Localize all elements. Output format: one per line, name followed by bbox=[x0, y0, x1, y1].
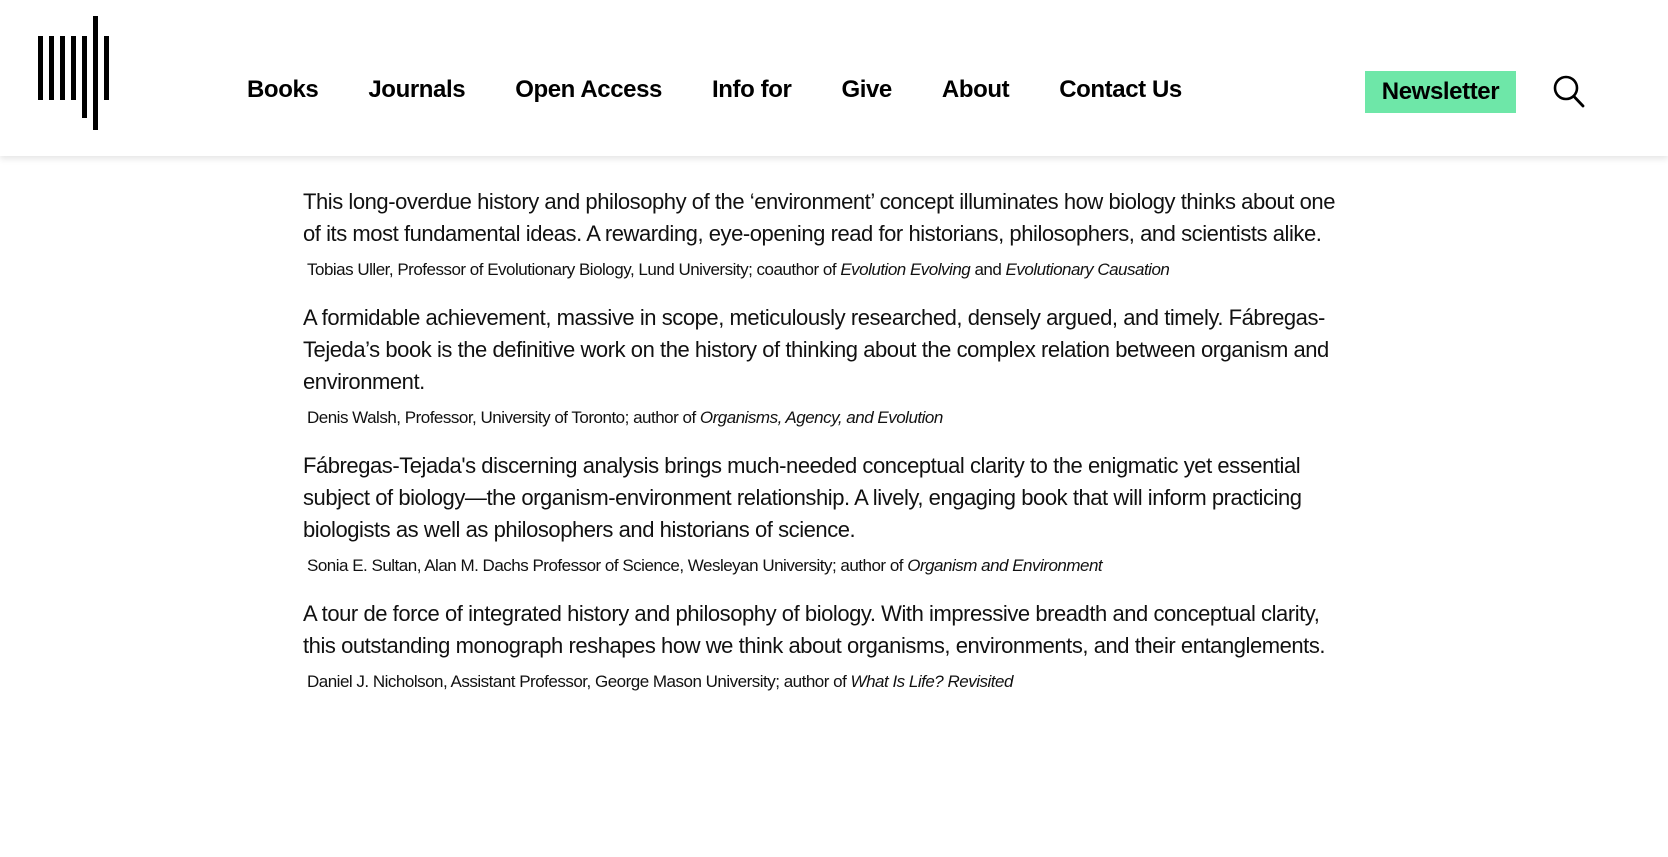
site-header bbox=[0, 0, 1668, 156]
main-nav bbox=[247, 76, 1232, 104]
attribution-text: Daniel J. Nicholson, Assistant Professor, George Mason University; author of bbox=[307, 672, 851, 691]
nav-about[interactable]: About bbox=[941, 76, 1010, 103]
quote-item bbox=[303, 186, 1343, 281]
work-title: Evolution Evolving bbox=[840, 260, 971, 279]
mit-press-logo[interactable] bbox=[38, 16, 112, 130]
nav-books[interactable]: Books bbox=[247, 76, 319, 103]
work-title: Organism and Environment bbox=[907, 556, 1103, 575]
praise-quotes bbox=[303, 186, 1343, 714]
newsletter-button[interactable]: Newsletter bbox=[1365, 71, 1516, 113]
quote-text: A formidable achievement, massive in scope, meticulously researched, densely argued, and timely. Fábregas-Tejeda’s book is the definitive work on the history of thinking about the complex relation between organism and environment. bbox=[303, 305, 1329, 394]
attribution-text: Sonia E. Sultan, Alan M. Dachs Professor of Science, Wesleyan University; author of bbox=[307, 556, 908, 575]
nav-open-access[interactable]: Open Access bbox=[515, 76, 662, 103]
nav-info-for[interactable]: Info for bbox=[712, 76, 792, 103]
nav-contact-us[interactable]: Contact Us bbox=[1059, 76, 1182, 103]
quote-attribution bbox=[303, 407, 1343, 429]
work-title: What Is Life? Revisited bbox=[850, 672, 1013, 691]
quote-text: Fábregas-Tejada's discerning analysis brings much-needed conceptual clarity to the enigmatic yet essential subject of biology—the organism-environment relationship. A lively, engaging book that will inform practicing biologists as well as philosophers and historians of science. bbox=[303, 453, 1302, 542]
nav-journals[interactable]: Journals bbox=[368, 76, 466, 103]
quote-attribution bbox=[303, 555, 1343, 577]
search-button[interactable] bbox=[1552, 74, 1586, 110]
quote-item bbox=[303, 450, 1343, 577]
attribution-text: Denis Walsh, Professor, University of Toronto; author of bbox=[307, 408, 700, 427]
logo-icon bbox=[38, 16, 112, 130]
quote-text: This long-overdue history and philosophy of the ‘environment’ concept illuminates how biology thinks about one of its most fundamental ideas. A rewarding, eye-opening read for historians, philosophers, and scientists alike. bbox=[303, 189, 1335, 246]
work-title: Organisms, Agency, and Evolution bbox=[699, 408, 943, 427]
work-title: Evolutionary Causation bbox=[1005, 260, 1170, 279]
nav-give[interactable]: Give bbox=[841, 76, 892, 103]
attribution-joiner: and bbox=[970, 260, 1006, 279]
attribution-text: Tobias Uller, Professor of Evolutionary Biology, Lund University; coauthor of bbox=[307, 260, 841, 279]
quote-item bbox=[303, 598, 1343, 693]
quote-text: A tour de force of integrated history and philosophy of biology. With impressive breadth and conceptual clarity, this outstanding monograph reshapes how we think about organisms, environments, and their entanglements. bbox=[303, 601, 1326, 658]
quote-attribution bbox=[303, 671, 1343, 693]
quote-attribution bbox=[303, 259, 1343, 281]
search-icon bbox=[1552, 74, 1586, 110]
quote-item bbox=[303, 302, 1343, 429]
